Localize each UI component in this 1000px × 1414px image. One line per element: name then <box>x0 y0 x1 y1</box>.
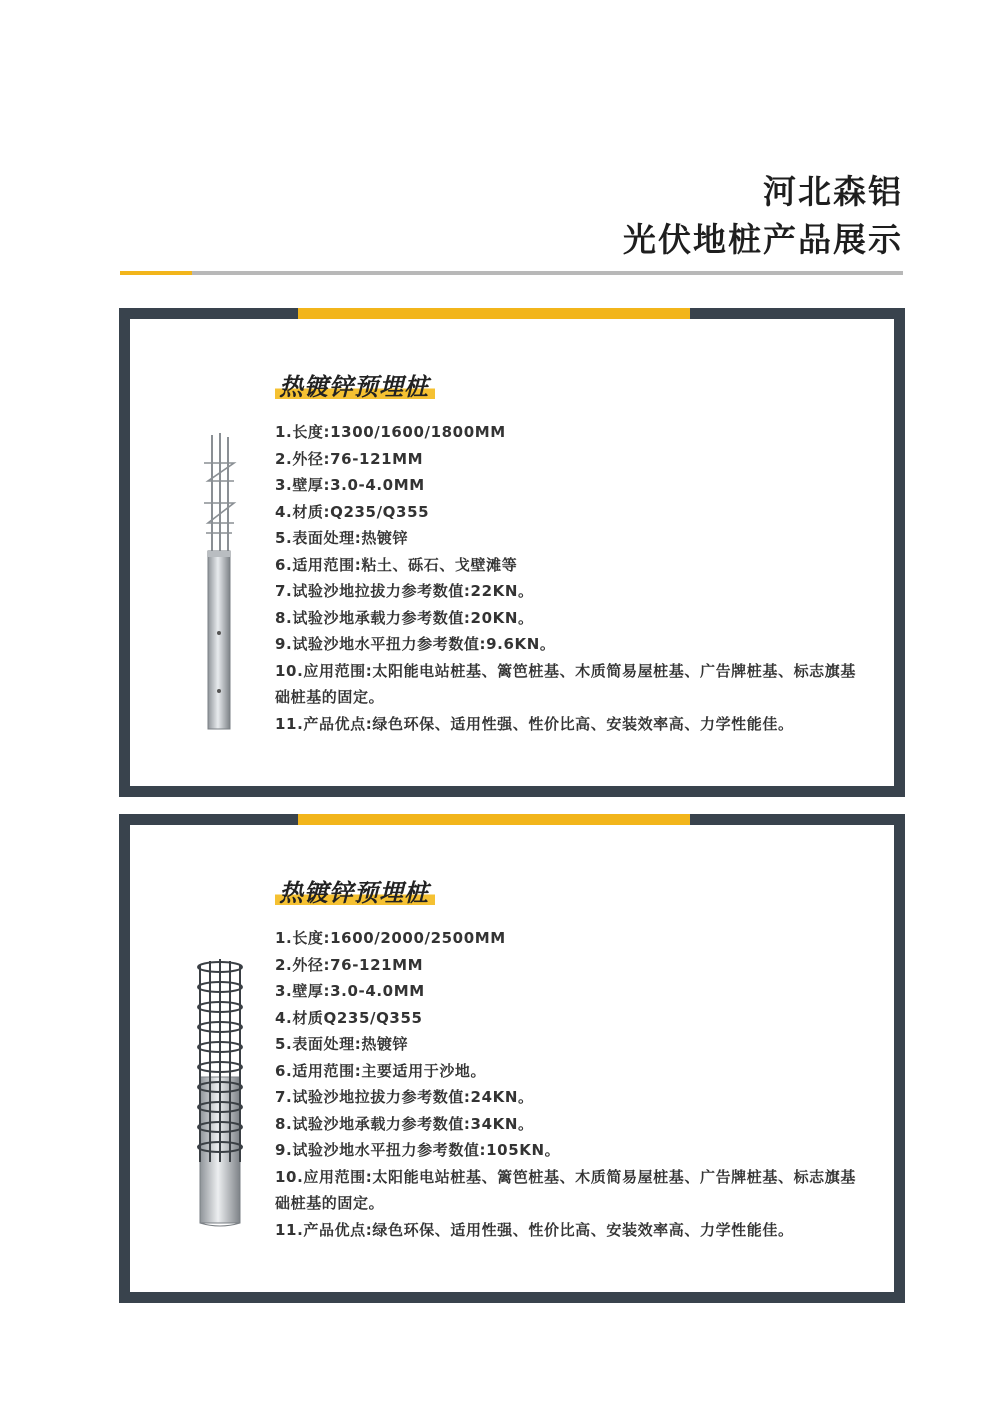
page-header <box>623 168 903 264</box>
spec-bearing-capacity: 8.试验沙地承载力参考数值:20KN。 <box>275 608 534 627</box>
spec-outer-diameter: 2.外径:76-121MM <box>275 955 424 974</box>
product-card-1 <box>119 308 905 797</box>
spec-application: 10.应用范围:太阳能电站桩基、篱笆桩基、木质简易屋桩基、广告牌桩基、标志旗基础桩基的固定。 <box>275 661 856 706</box>
header-divider <box>120 271 903 275</box>
spec-wall-thickness: 3.壁厚:3.0-4.0MM <box>275 476 425 494</box>
page-title: 光伏地桩产品展示 <box>623 220 903 259</box>
spec-horizontal-torque: 9.试验沙地水平扭力参考数值:105KN。 <box>275 1141 561 1159</box>
company-name: 河北森铝 <box>763 172 903 211</box>
spec-surface-treatment: 5.表面处理:热镀锌 <box>275 1035 409 1053</box>
spec-list <box>275 925 860 1243</box>
card-accent-bar <box>298 308 690 319</box>
card-accent-bar <box>298 814 690 825</box>
spec-material: 4.材质Q235/Q355 <box>275 1008 423 1027</box>
spec-application: 10.应用范围:太阳能电站桩基、篱笆桩基、木质简易屋桩基、广告牌桩基、标志旗基础桩基的固定。 <box>275 1167 856 1212</box>
spec-outer-diameter: 2.外径:76-121MM <box>275 449 424 468</box>
spec-surface-treatment: 5.表面处理:热镀锌 <box>275 529 409 547</box>
spec-applicable-range: 6.适用范围:粘土、砾石、戈壁滩等 <box>275 555 518 574</box>
spec-wall-thickness: 3.壁厚:3.0-4.0MM <box>275 982 425 1000</box>
product-card-2 <box>119 814 905 1303</box>
product-title: 热镀锌预埋桩 <box>275 873 435 908</box>
rebar-cage-pile-slim-icon <box>194 433 244 733</box>
spec-pullout-force: 7.试验沙地拉拔力参考数值:24KN。 <box>275 1088 534 1106</box>
spec-advantages: 11.产品优点:绿色环保、适用性强、性价比高、安装效率高、力学性能佳。 <box>275 1220 794 1239</box>
spec-material: 4.材质:Q235/Q355 <box>275 502 430 521</box>
spec-bearing-capacity: 8.试验沙地承载力参考数值:34KN。 <box>275 1114 534 1133</box>
spec-advantages: 11.产品优点:绿色环保、适用性强、性价比高、安装效率高、力学性能佳。 <box>275 714 794 733</box>
rebar-cage-pile-wide-icon <box>186 957 254 1227</box>
spec-horizontal-torque: 9.试验沙地水平扭力参考数值:9.6KN。 <box>275 635 556 653</box>
product-title: 热镀锌预埋桩 <box>275 367 435 402</box>
spec-list <box>275 419 860 737</box>
spec-pullout-force: 7.试验沙地拉拔力参考数值:22KN。 <box>275 582 534 600</box>
spec-length: 1.长度:1300/1600/1800MM <box>275 423 506 441</box>
spec-applicable-range: 6.适用范围:主要适用于沙地。 <box>275 1061 487 1080</box>
divider-accent <box>120 271 192 275</box>
spec-length: 1.长度:1600/2000/2500MM <box>275 929 506 947</box>
